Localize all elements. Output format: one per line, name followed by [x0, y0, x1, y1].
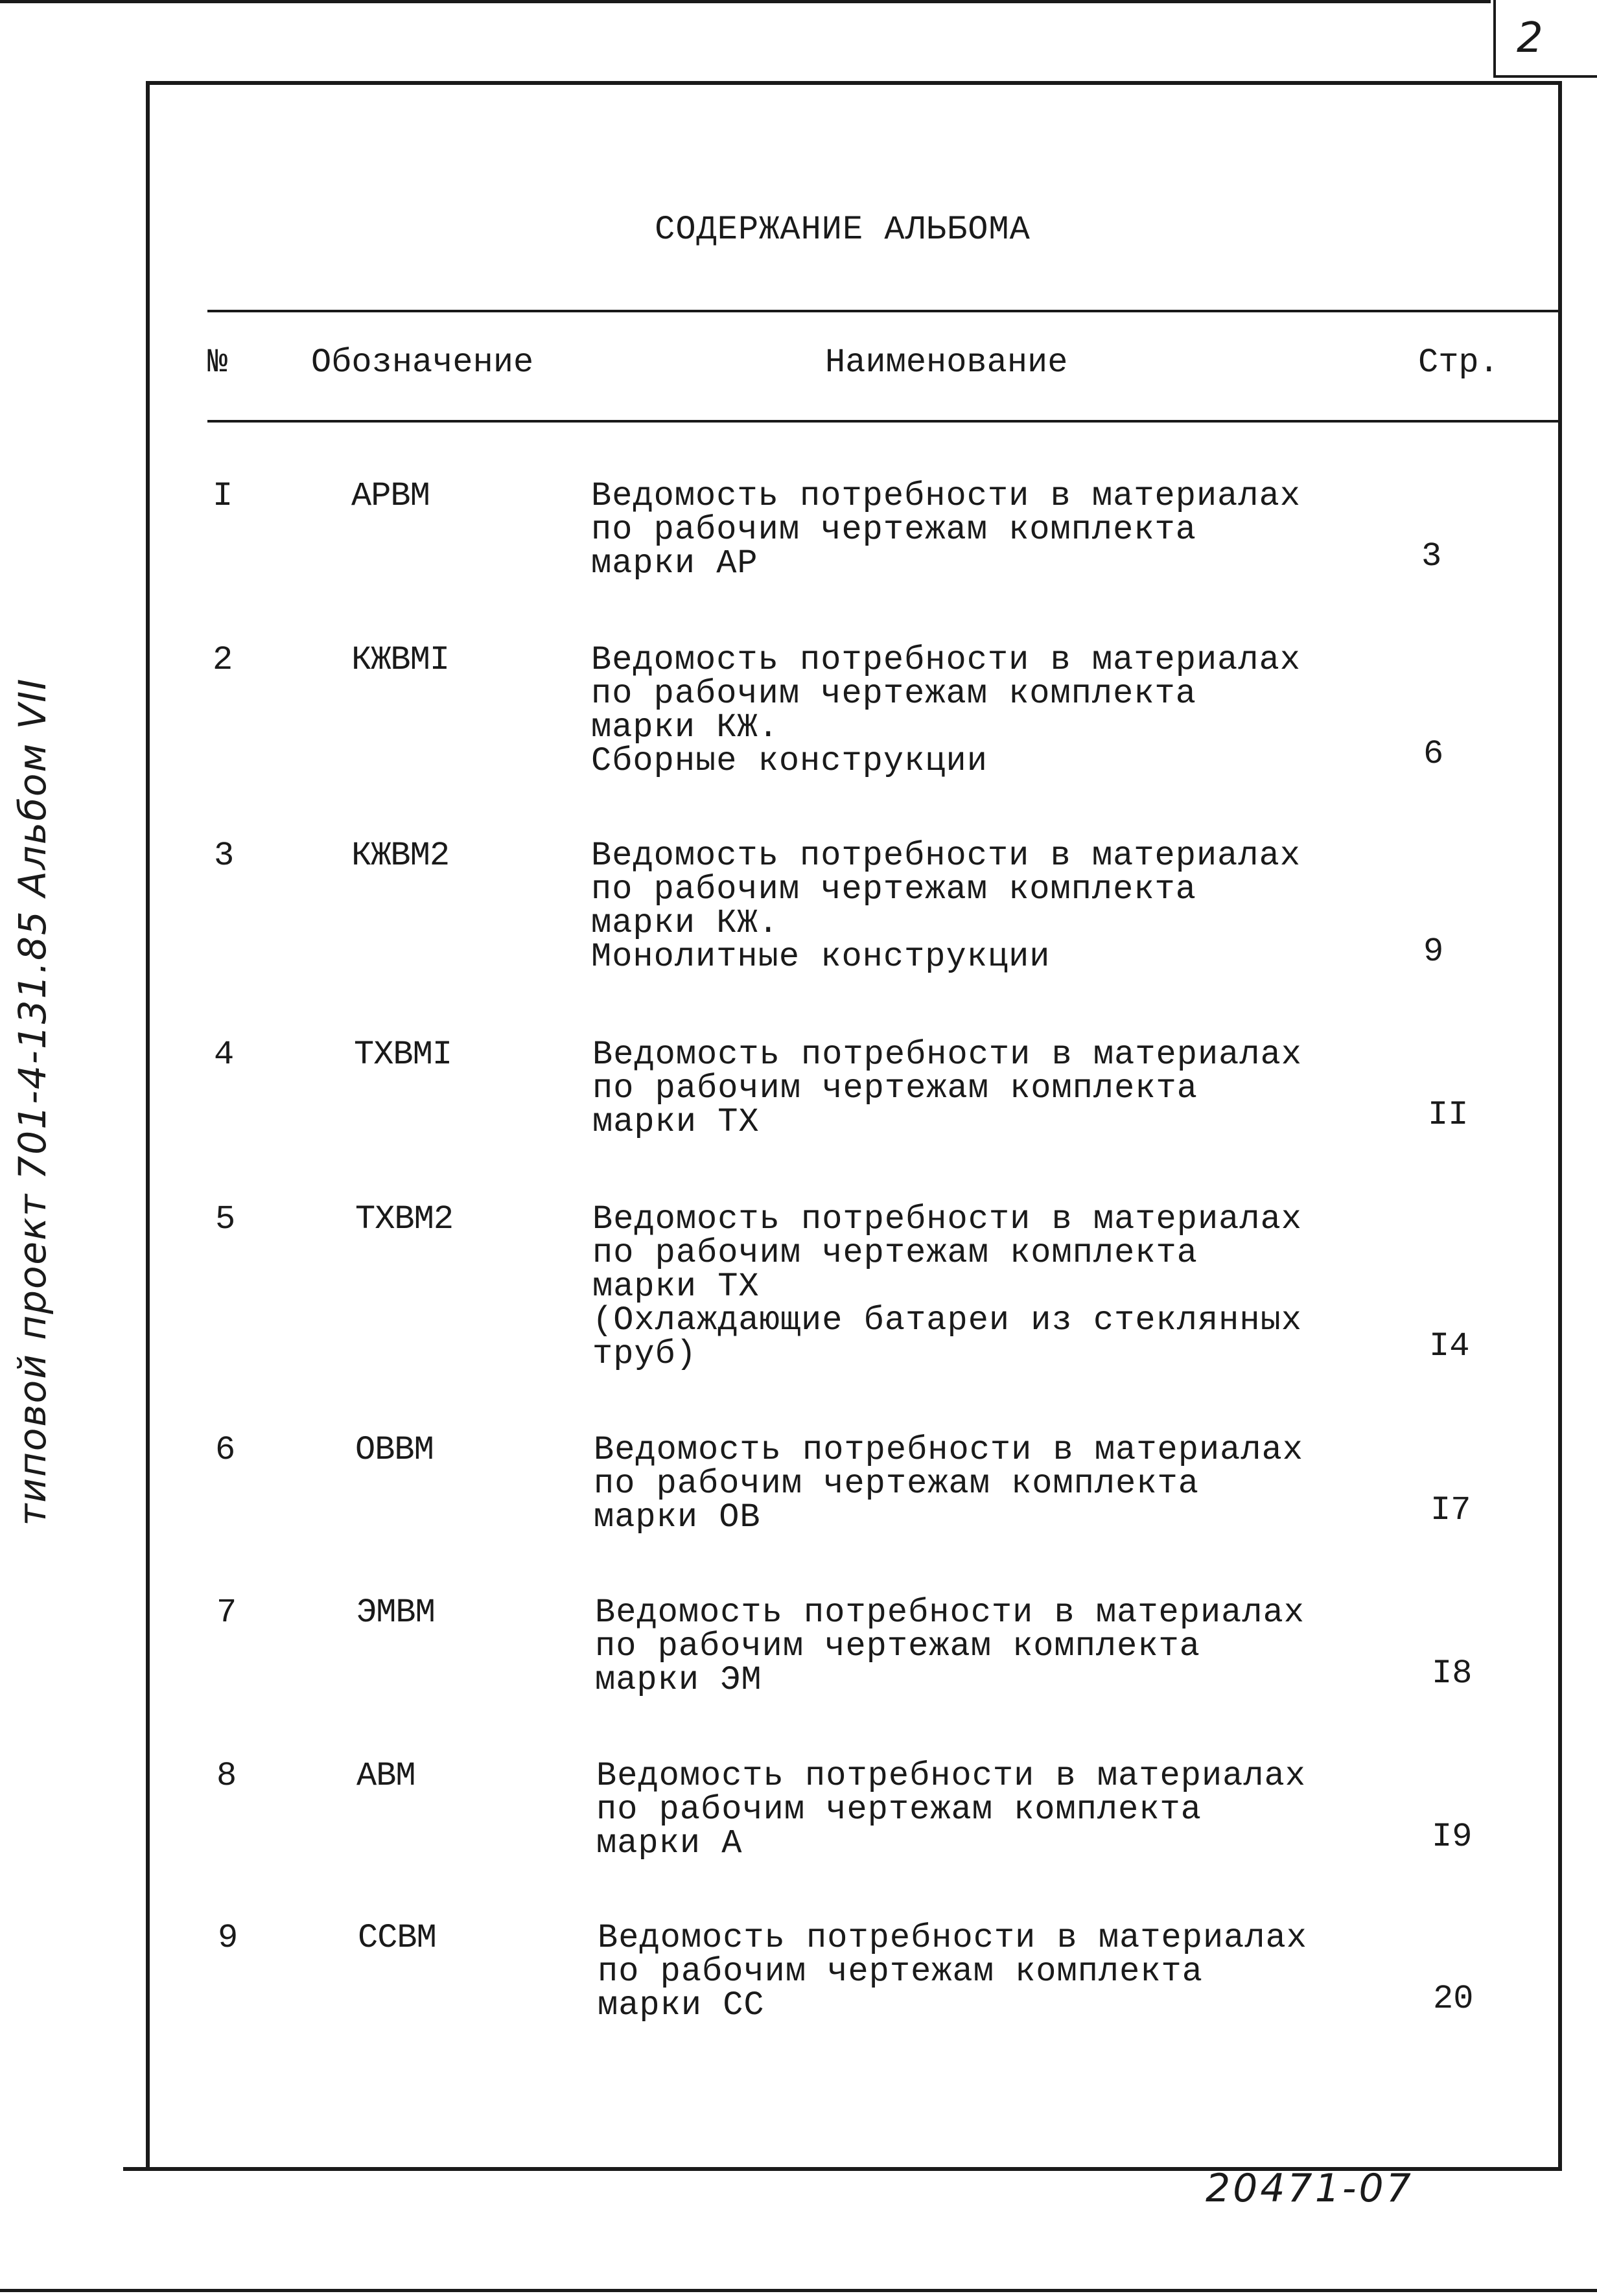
row-name: Ведомость потребности в материалах по рабочим чертежам комплекта марки ОВ — [594, 1431, 1303, 1536]
row-code: ОВВМ — [355, 1431, 434, 1469]
page-number: 2 — [1517, 14, 1543, 62]
row-page: I8 — [1432, 1654, 1473, 1693]
row-code: АВМ — [356, 1757, 415, 1795]
row-code: ССВМ — [358, 1919, 436, 1957]
row-code: КЖВМ2 — [351, 837, 450, 875]
row-name: Ведомость потребности в материалах по рабочим чертежам комплекта марки А — [596, 1757, 1306, 1862]
header-name: Наименование — [825, 343, 1068, 382]
row-page: 6 — [1423, 735, 1444, 773]
row-page: I9 — [1432, 1818, 1473, 1856]
row-name: Ведомость потребности в материалах по рабочим чертежам комплекта марки ТХ (Охлаждающие батареи из стеклянных труб) — [592, 1200, 1302, 1373]
row-name: Ведомость потребности в материалах по рабочим чертежам комплекта марки АР — [591, 477, 1301, 583]
row-number: 4 — [214, 1036, 235, 1074]
archive-stamp: 20471-07 — [1206, 2166, 1414, 2211]
content-frame — [123, 81, 1562, 2171]
row-code: КЖВМI — [351, 641, 450, 679]
row-name: Ведомость потребности в материалах по рабочим чертежам комплекта марки ТХ — [592, 1036, 1302, 1141]
row-number: 7 — [216, 1594, 237, 1632]
page-number-box — [1493, 0, 1597, 78]
sheet-bottom-border — [0, 2289, 1597, 2292]
header-code: Обозначение — [311, 343, 534, 382]
row-number: 6 — [215, 1431, 236, 1469]
row-number: 9 — [218, 1919, 239, 1957]
row-page: 20 — [1433, 1980, 1474, 2018]
header-bottom-rule — [207, 420, 1562, 423]
row-name: Ведомость потребности в материалах по рабочим чертежам комплекта марки СС — [598, 1919, 1307, 2024]
row-code: ТХВМI — [354, 1036, 452, 1074]
row-name: Ведомость потребности в материалах по рабочим чертежам комплекта марки КЖ. Сборные конструкции — [591, 641, 1301, 780]
row-number: 3 — [214, 837, 235, 875]
row-number: 5 — [215, 1200, 236, 1238]
row-page: I4 — [1429, 1327, 1470, 1365]
header-page: Стр. — [1418, 343, 1499, 382]
row-code: APBM — [351, 477, 430, 515]
page-title: СОДЕРЖАНИЕ АЛЬБОМА — [655, 211, 1031, 249]
row-page: II — [1428, 1096, 1469, 1134]
row-page: 3 — [1421, 537, 1442, 575]
header-no: № — [207, 343, 228, 382]
row-number: 8 — [216, 1757, 237, 1795]
row-page: 9 — [1423, 933, 1444, 971]
side-annotation-text: типовой проект 701-4-131.85 Альбом VII — [10, 677, 54, 1526]
header-top-rule — [207, 310, 1562, 312]
row-code: ЭМВМ — [356, 1594, 435, 1632]
row-name: Ведомость потребности в материалах по рабочим чертежам комплекта марки КЖ. Монолитные конструкции — [591, 837, 1301, 976]
row-name: Ведомость потребности в материалах по рабочим чертежам комплекта марки ЭМ — [595, 1594, 1305, 1699]
sheet-top-border — [0, 0, 1491, 3]
row-code: ТХВМ2 — [355, 1200, 454, 1238]
row-number: I — [213, 477, 233, 515]
row-page: I7 — [1430, 1491, 1471, 1529]
row-number: 2 — [213, 641, 233, 679]
